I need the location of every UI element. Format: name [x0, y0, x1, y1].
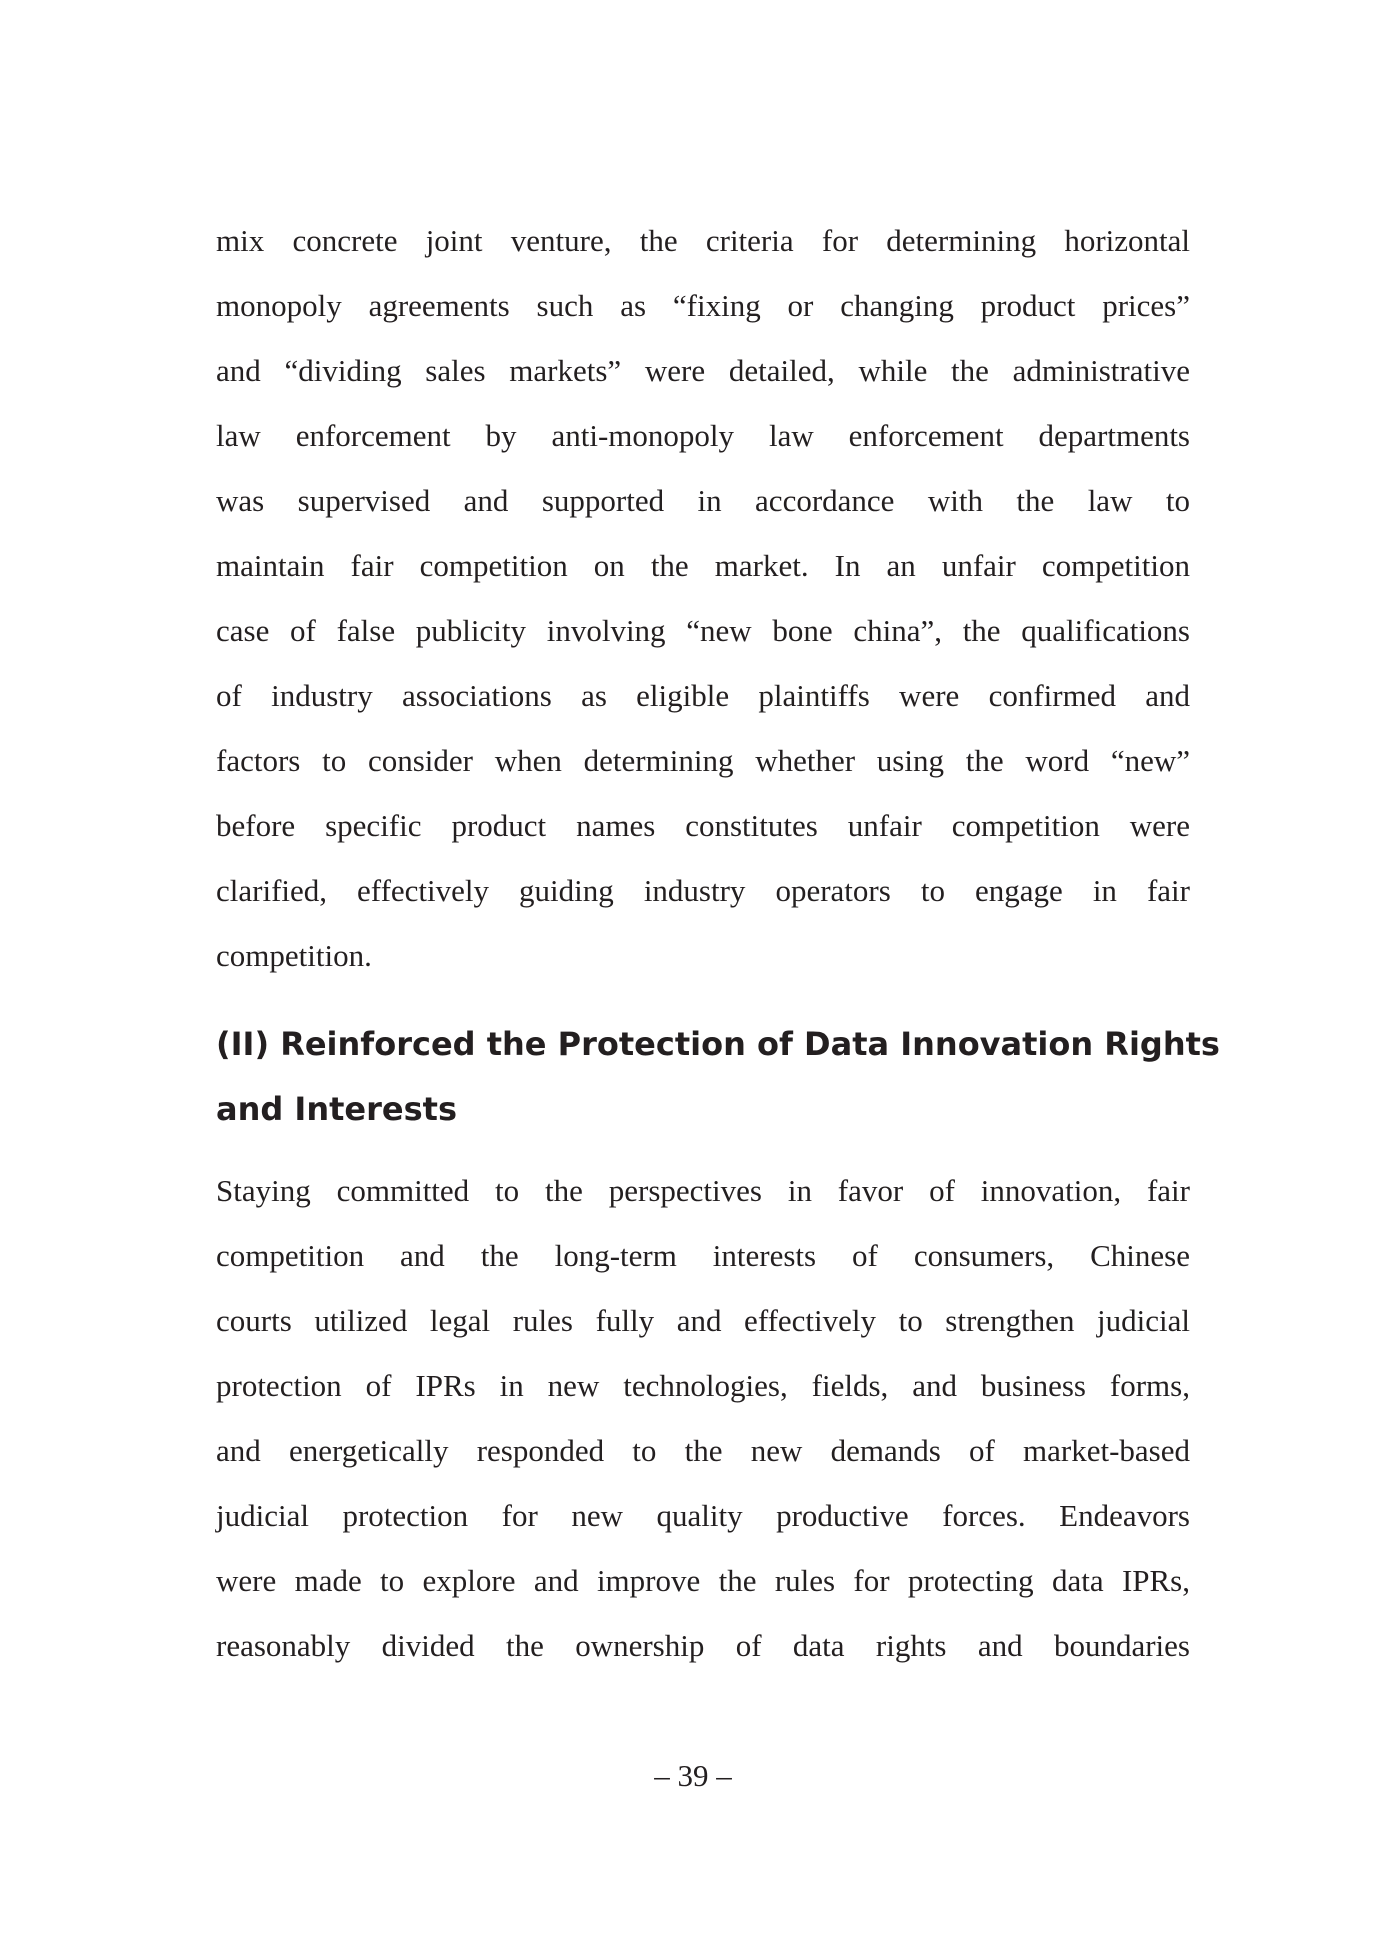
text-line: monopoly agreements such as “fixing or changing product prices”	[216, 288, 1190, 323]
text-line: competition and the long-term interests of consumers, Chinese	[216, 1238, 1190, 1273]
text-line: Staying committed to the perspectives in favor of innovation, fair	[216, 1173, 1190, 1208]
text-line: mix concrete joint venture, the criteria for determining horizontal	[216, 223, 1190, 258]
text-line: was supervised and supported in accordance with the law to	[216, 483, 1190, 518]
text-line: clarified, effectively guiding industry operators to engage in fair	[216, 873, 1190, 908]
text-line: factors to consider when determining whether using the word “new”	[216, 743, 1190, 778]
text-line: were made to explore and improve the rules for protecting data IPRs,	[216, 1563, 1190, 1598]
body-paragraph-2	[216, 1158, 1190, 1678]
text-line: competition.	[216, 938, 372, 973]
text-line: maintain fair competition on the market. In an unfair competition	[216, 548, 1190, 583]
text-line: courts utilized legal rules fully and effectively to strengthen judicial	[216, 1303, 1190, 1338]
page-number: – 39 –	[654, 1758, 732, 1793]
text-line: judicial protection for new quality productive forces. Endeavors	[216, 1498, 1190, 1533]
text-line: law enforcement by anti-monopoly law enforcement departments	[216, 418, 1190, 453]
text-line: of industry associations as eligible plaintiffs were confirmed and	[216, 678, 1190, 713]
text-line: case of false publicity involving “new bone china”, the qualifications	[216, 613, 1190, 648]
text-line: before specific product names constitutes unfair competition were	[216, 808, 1190, 843]
document-page	[216, 208, 1220, 1678]
heading-line: (II) Reinforced the Protection of Data Innovation Rights	[216, 1025, 1220, 1063]
text-line: and “dividing sales markets” were detailed, while the administrative	[216, 353, 1190, 388]
section-heading	[216, 1012, 1220, 1142]
text-line: reasonably divided the ownership of data rights and boundaries	[216, 1628, 1190, 1663]
text-line: protection of IPRs in new technologies, fields, and business forms,	[216, 1368, 1190, 1403]
body-paragraph-1	[216, 208, 1190, 988]
text-line: and energetically responded to the new demands of market-based	[216, 1433, 1190, 1468]
heading-line: and Interests	[216, 1090, 457, 1128]
